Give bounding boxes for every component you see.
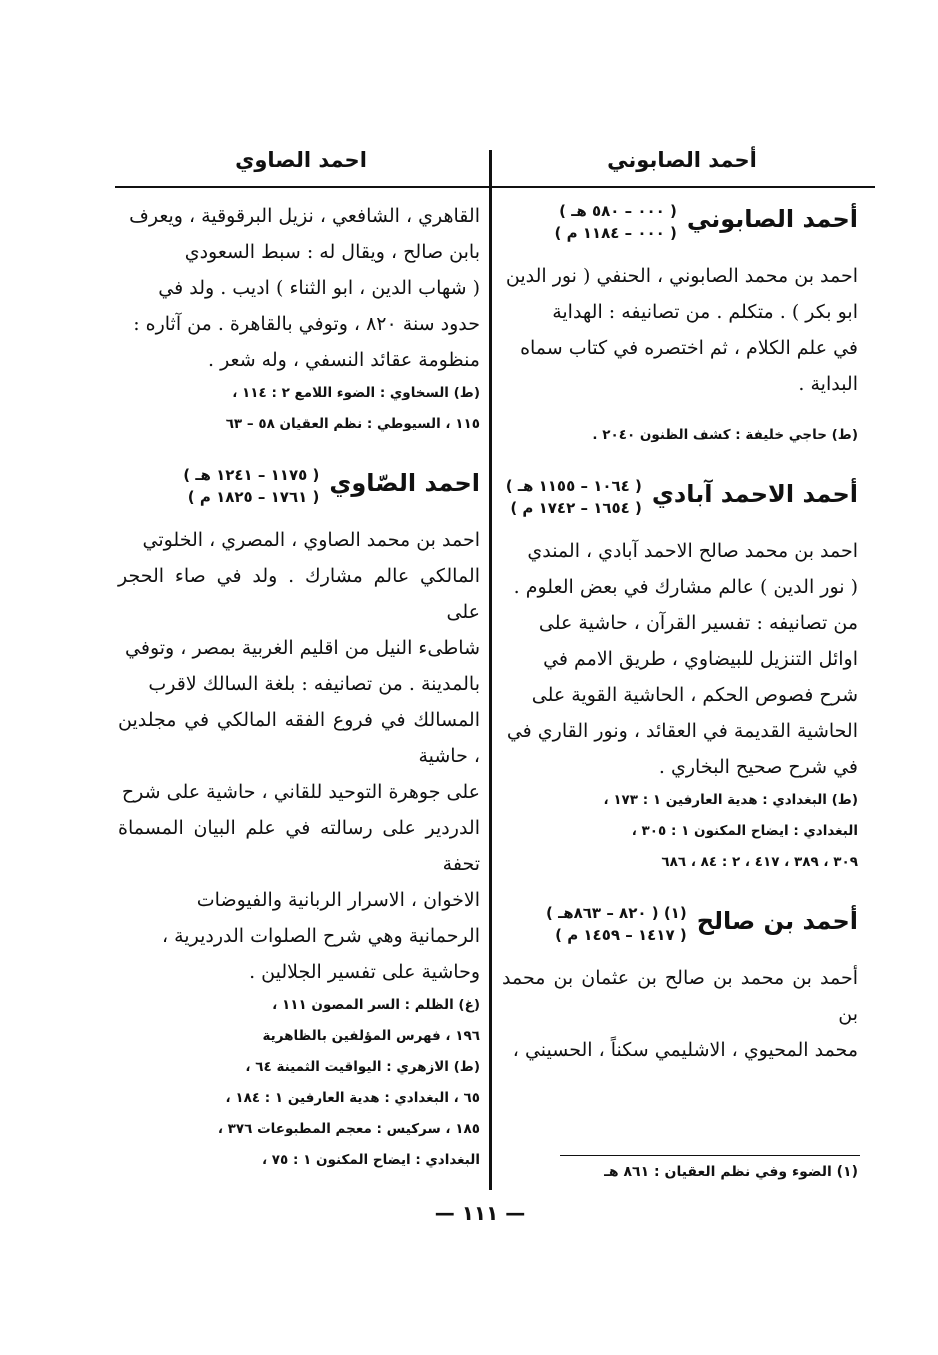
entry-line: الرحمانية وهي شرح الصلوات الدردیرية ، bbox=[161, 925, 480, 947]
entry-line: احمد بن محمد الصاوي ، المصري ، الخلوتي bbox=[142, 529, 480, 551]
source-line: (ط) البغدادي : هدية العارفين ١ : ١٧٣ ، bbox=[603, 792, 858, 808]
entry-line: ( نور الدين ) عالم مشارك في بعض العلوم . bbox=[513, 576, 858, 598]
entry-line: وحاشية على تفسير الجلالين . bbox=[249, 961, 480, 983]
entry-ibn-salih bbox=[502, 900, 858, 1068]
entry-line: شرح فصوص الحكم ، الحاشية القوية على bbox=[531, 684, 858, 706]
entry-line: من تصانيفه : تفسير القرآن ، حاشية على bbox=[538, 612, 858, 634]
entry-name: أحمد الصابوني bbox=[686, 205, 858, 233]
source-line: ١٩٦ ، فهرس المؤلفين بالظاهرية bbox=[262, 1028, 480, 1044]
entry-line: القاهري ، الشافعي ، نزيل البرقوقية ، ويعرف bbox=[129, 205, 480, 227]
entry-line: احمد بن محمد صالح الاحمد آبادي ، المندي bbox=[527, 540, 858, 562]
dates-gregorian: ( ١٦٥٤ – ١٧٤٢ م ) bbox=[510, 499, 642, 517]
dates-gregorian: ( ١٧٦١ – ١٨٢٥ م ) bbox=[187, 488, 320, 506]
entry-line: حدود سنة ٨٢٠ ، وتوفي بالقاهرة . من آثاره : bbox=[133, 313, 480, 335]
dates-hijri: ( ١٠٦٤ – ١١٥٥ هـ ) bbox=[505, 477, 642, 495]
entry-heading bbox=[118, 462, 480, 508]
source-line: ٦٥ ، البغدادي : هدية العارفين ١ : ١٨٤ ، bbox=[225, 1090, 480, 1106]
dates-hijri: ( ٠٠٠ – ٥٨٠ هـ ) bbox=[559, 202, 677, 220]
entry-line: منظومة عقائد النسفي ، وله شعر . bbox=[207, 349, 480, 371]
dates-hijri: ( ١١٧٥ – ١٢٤١ هـ ) bbox=[183, 466, 320, 484]
page-number: — ١١١ — bbox=[434, 1201, 526, 1225]
continued-entry bbox=[118, 198, 480, 440]
source-line: ١١٥ ، السيوطي : نظم العقيان ٥٨ – ٦٣ bbox=[225, 416, 480, 432]
source-line: (ط) حاجي خليفة : كشف الظنون ٢٠٤٠ . bbox=[592, 427, 858, 443]
entry-sabuni bbox=[502, 198, 858, 451]
source-line: (غ) الظلم : السر المصون ١١١ ، bbox=[272, 997, 480, 1013]
entry-line: المسالك في فروع الفقه المالكي في مجلدين ، حاشية bbox=[118, 709, 480, 767]
entry-line: البداية . bbox=[798, 373, 858, 395]
entry-sawi bbox=[118, 462, 480, 1176]
entry-line: الحاشية القديمة في العقائد ، ونور القاري في bbox=[506, 720, 858, 742]
entry-heading bbox=[502, 198, 858, 244]
running-header-left: احمد الصاوي bbox=[235, 148, 367, 172]
entry-line: الدردير على رسالته في علم البيان المسماة تحفة bbox=[118, 817, 480, 875]
entry-line: محمد المحيوي ، الاشليمي سكناً ، الحسيني ، bbox=[512, 1039, 858, 1061]
entry-line: اوائل التنزيل للبيضاوي ، طريق الامم في bbox=[543, 648, 858, 670]
entry-dates bbox=[183, 462, 319, 508]
footnote-rule bbox=[560, 1155, 860, 1156]
entry-dates bbox=[554, 198, 676, 244]
entry-line: على جوهرة التوحيد للقاني ، حاشية على شرح bbox=[121, 781, 480, 803]
entry-heading bbox=[502, 900, 858, 946]
entry-line: بابن صالح ، ويقال له : سبط السعودي bbox=[184, 241, 480, 263]
footnote: (١) الضوء وفي نظم العقيان : ٨٦١ هـ bbox=[604, 1164, 858, 1180]
source-line: ٣٠٩ ، ٣٨٩ ، ٤١٧ ، ٢ : ٨٤ ، ٦٨٦ bbox=[661, 854, 858, 870]
source-line: البغدادي : ايضاح المكنون ١ : ٧٥ ، bbox=[261, 1152, 480, 1168]
dates-gregorian: ( ١٤١٧ – ١٤٥٩ م ) bbox=[555, 926, 687, 944]
source-line: ١٨٥ ، سركيس : معجم المطبوعات ٣٧٦ ، bbox=[217, 1121, 480, 1137]
source-line: (ط) السخاوي : الضوء اللامع ٢ : ١١٤ ، bbox=[232, 385, 480, 401]
dates-gregorian: ( ٠٠٠ – ١١٨٤ م ) bbox=[554, 224, 677, 242]
entry-line: أحمد بن محمد بن صالح بن عثمان بن محمد بن bbox=[502, 967, 858, 1025]
header-rule bbox=[115, 186, 875, 188]
column-divider bbox=[489, 150, 492, 1190]
entry-line: في علم الكلام ، ثم اختصره في كتاب سماه bbox=[520, 337, 858, 359]
right-column bbox=[502, 198, 858, 1068]
entry-line: بالمدينة . من تصانيفه : بلغة السالك لاقرب bbox=[148, 673, 480, 695]
entry-line: شاطىء النيل من اقليم الغربية بمصر ، وتوفي bbox=[125, 637, 480, 659]
entry-dates bbox=[546, 900, 687, 946]
entry-name: أحمد بن صالح bbox=[696, 907, 858, 935]
entry-name: احمد الصّاوي bbox=[329, 469, 480, 497]
entry-dates bbox=[506, 473, 642, 519]
entry-line: في شرح صحيح البخاري . bbox=[658, 756, 858, 778]
running-header-right: أحمد الصابوني bbox=[607, 148, 757, 172]
entry-ahmadabadi bbox=[502, 473, 858, 878]
entry-line: الاخوان ، الاسرار الربانية والفيوضات bbox=[196, 889, 480, 911]
entry-line: احمد بن محمد الصابوني ، الحنفي ( نور الدين bbox=[505, 265, 858, 287]
left-column bbox=[118, 198, 480, 1176]
source-line: (ط) الازهري : اليواقيت الثمينة ٦٤ ، bbox=[245, 1059, 480, 1075]
dates-hijri: ( ٨٢٠ – ٨٦٣هـ ) (١) bbox=[546, 904, 687, 922]
entry-name: أحمد الاحمد آبادي bbox=[651, 480, 858, 508]
source-line: البغدادي : ايضاح المكنون ١ : ٣٠٥ ، bbox=[631, 823, 858, 839]
entry-line: ابو بكر ) . متكلم . من تصانيفه : الهداية bbox=[552, 301, 858, 323]
entry-heading bbox=[502, 473, 858, 519]
entry-line: ( شهاب الدين ، ابو الثناء ) اديب . ولد في bbox=[158, 277, 480, 299]
entry-line: المالكي عالم مشارك . ولد في صاء الحجر على bbox=[118, 565, 480, 623]
